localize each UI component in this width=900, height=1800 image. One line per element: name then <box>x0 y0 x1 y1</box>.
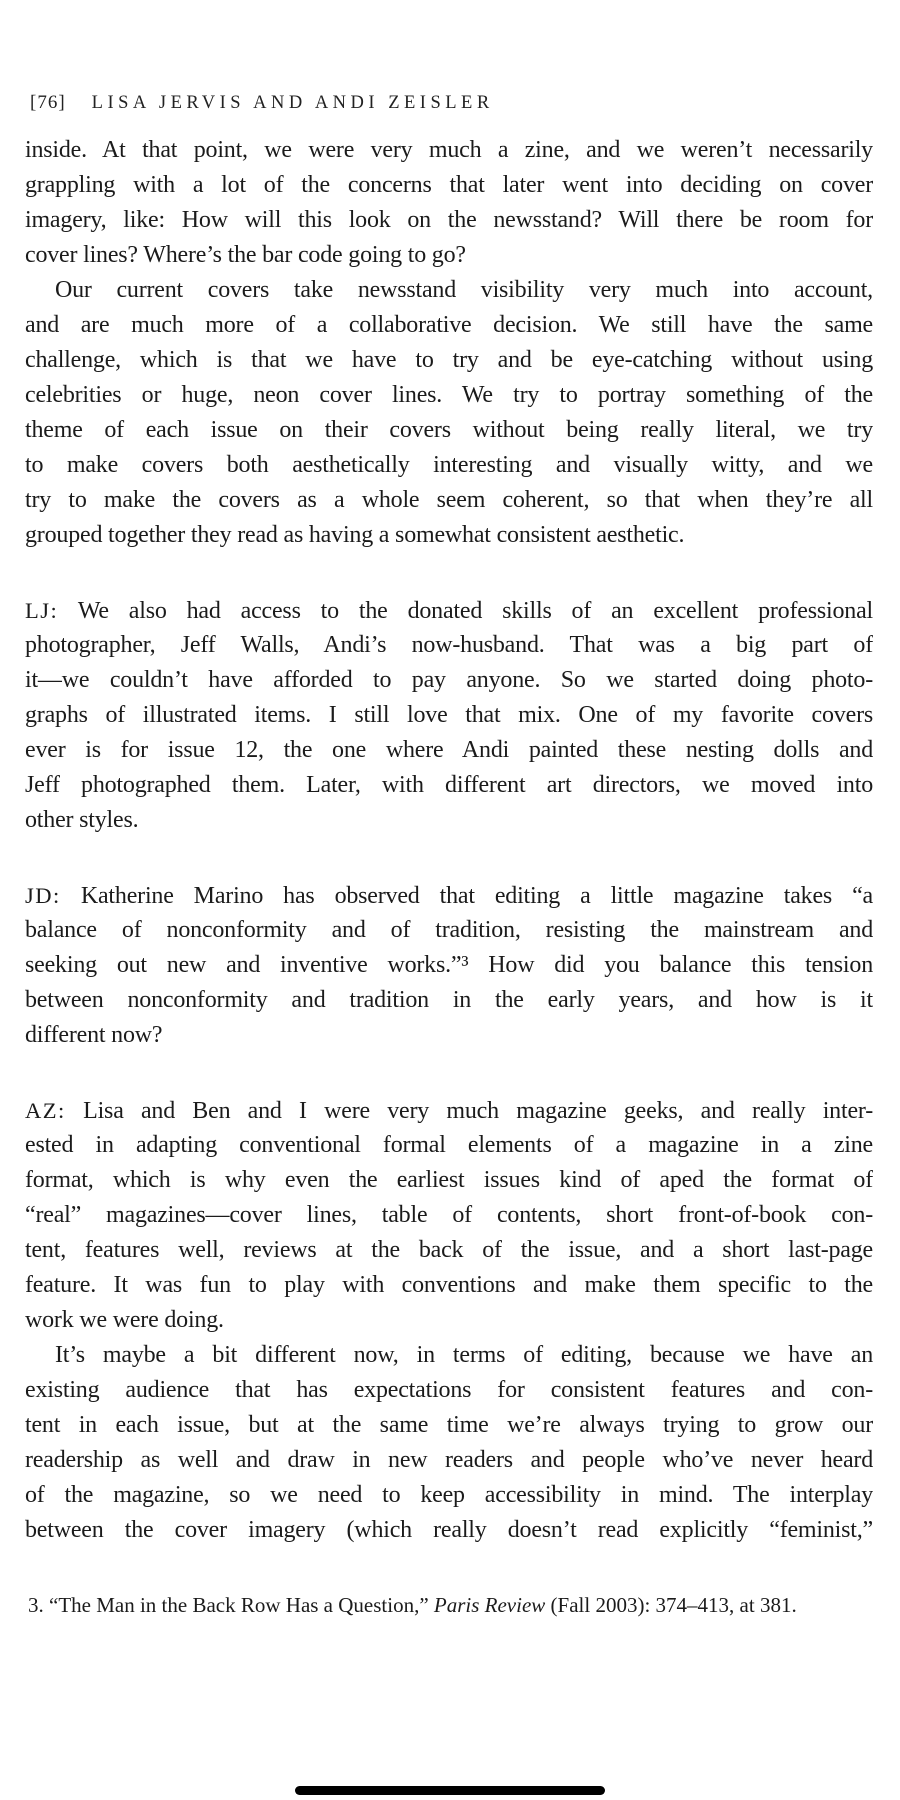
footnote-text: 3. “The Man in the Back Row Has a Question,” <box>28 1593 434 1617</box>
text-line: to make covers both aesthetically interesting and visually witty, and we <box>25 452 873 478</box>
paragraph-jd-question <box>25 878 873 1053</box>
speaker-label: AZ: <box>25 1098 66 1123</box>
paragraph-inside-continuation <box>25 133 873 273</box>
text-line: imagery, like: How will this look on the newsstand? Will there be room for <box>25 207 873 233</box>
footnote-journal-title: Paris Review <box>433 1593 546 1617</box>
text-line: JD: Katherine Marino has observed that editing a little magazine takes “a <box>25 883 873 909</box>
text-column <box>25 133 873 1548</box>
footnote <box>28 1592 876 1618</box>
text-line: different now? <box>25 1022 163 1048</box>
text-line: It’s maybe a bit different now, in terms of editing, because we have an <box>55 1342 873 1368</box>
text-line: between nonconformity and tradition in the early years, and how is it <box>25 987 873 1013</box>
text-line: other styles. <box>25 807 139 833</box>
text-line: Our current covers take newsstand visibility very much into account, <box>55 277 873 303</box>
text-line: celebrities or huge, neon cover lines. We try to portray something of the <box>25 382 873 408</box>
text-line: between the cover imagery (which really doesn’t read explicitly “feminist,” <box>25 1517 873 1543</box>
text-line: format, which is why even the earliest issues kind of aped the format of <box>25 1167 873 1193</box>
paragraph-az-answer <box>25 1093 873 1338</box>
text-line: cover lines? Where’s the bar code going to go? <box>25 242 466 268</box>
text-line: tent, features well, reviews at the back of the issue, and a short last-page <box>25 1237 873 1263</box>
text-line: Jeff photographed them. Later, with different art directors, we moved into <box>25 772 873 798</box>
text-line: existing audience that has expectations for consistent features and con- <box>25 1377 873 1403</box>
speaker-label: JD: <box>25 883 61 908</box>
home-indicator-bar[interactable] <box>295 1786 605 1795</box>
text-line: tent in each issue, but at the same time we’re always trying to grow our <box>25 1412 873 1438</box>
text-line: AZ: Lisa and Ben and I were very much magazine geeks, and really inter- <box>25 1098 873 1124</box>
text-line: “real” magazines—cover lines, table of contents, short front-of-book con- <box>25 1202 873 1228</box>
text-line: try to make the covers as a whole seem coherent, so that when they’re all <box>25 487 873 513</box>
footnote-citation-detail: (Fall 2003): 374–413, at 381. <box>545 1593 797 1617</box>
text-line: photographer, Jeff Walls, Andi’s now-husband. That was a big part of <box>25 632 873 658</box>
text-line: inside. At that point, we were very much a zine, and we weren’t necessarily <box>25 137 873 163</box>
text-line: it—we couldn’t have afforded to pay anyone. So we started doing photo- <box>25 667 873 693</box>
text-line: ever is for issue 12, the one where Andi painted these nesting dolls and <box>25 737 873 763</box>
speaker-label: LJ: <box>25 598 59 623</box>
paragraph-lj-answer <box>25 593 873 838</box>
text-line: graphs of illustrated items. I still love that mix. One of my favorite covers <box>25 702 873 728</box>
text-line: work we were doing. <box>25 1307 224 1333</box>
text-line: grappling with a lot of the concerns that later went into deciding on cover <box>25 172 873 198</box>
text-line: challenge, which is that we have to try and be eye-catching without using <box>25 347 873 373</box>
page-number-folio: [76] <box>30 92 66 113</box>
text-line: of the magazine, so we need to keep accessibility in mind. The interplay <box>25 1482 873 1508</box>
paragraph-its-maybe-different <box>25 1338 873 1548</box>
running-header <box>30 92 494 114</box>
paragraph-current-covers <box>25 273 873 553</box>
text-line: theme of each issue on their covers without being really literal, we try <box>25 417 873 443</box>
text-line: feature. It was fun to play with conventions and make them specific to the <box>25 1272 873 1298</box>
text-line: LJ: We also had access to the donated skills of an excellent professional <box>25 598 873 624</box>
text-line: balance of nonconformity and of tradition, resisting the mainstream and <box>25 917 873 943</box>
text-line: grouped together they read as having a somewhat consistent aesthetic. <box>25 522 685 548</box>
text-line: ested in adapting conventional formal elements of a magazine in a zine <box>25 1132 873 1158</box>
running-head-authors: LISA JERVIS AND ANDI ZEISLER <box>91 93 494 113</box>
text-line: readership as well and draw in new readers and people who’ve never heard <box>25 1447 873 1473</box>
text-line: and are much more of a collaborative decision. We still have the same <box>25 312 873 338</box>
text-line: seeking out new and inventive works.”³ How did you balance this tension <box>25 952 873 978</box>
